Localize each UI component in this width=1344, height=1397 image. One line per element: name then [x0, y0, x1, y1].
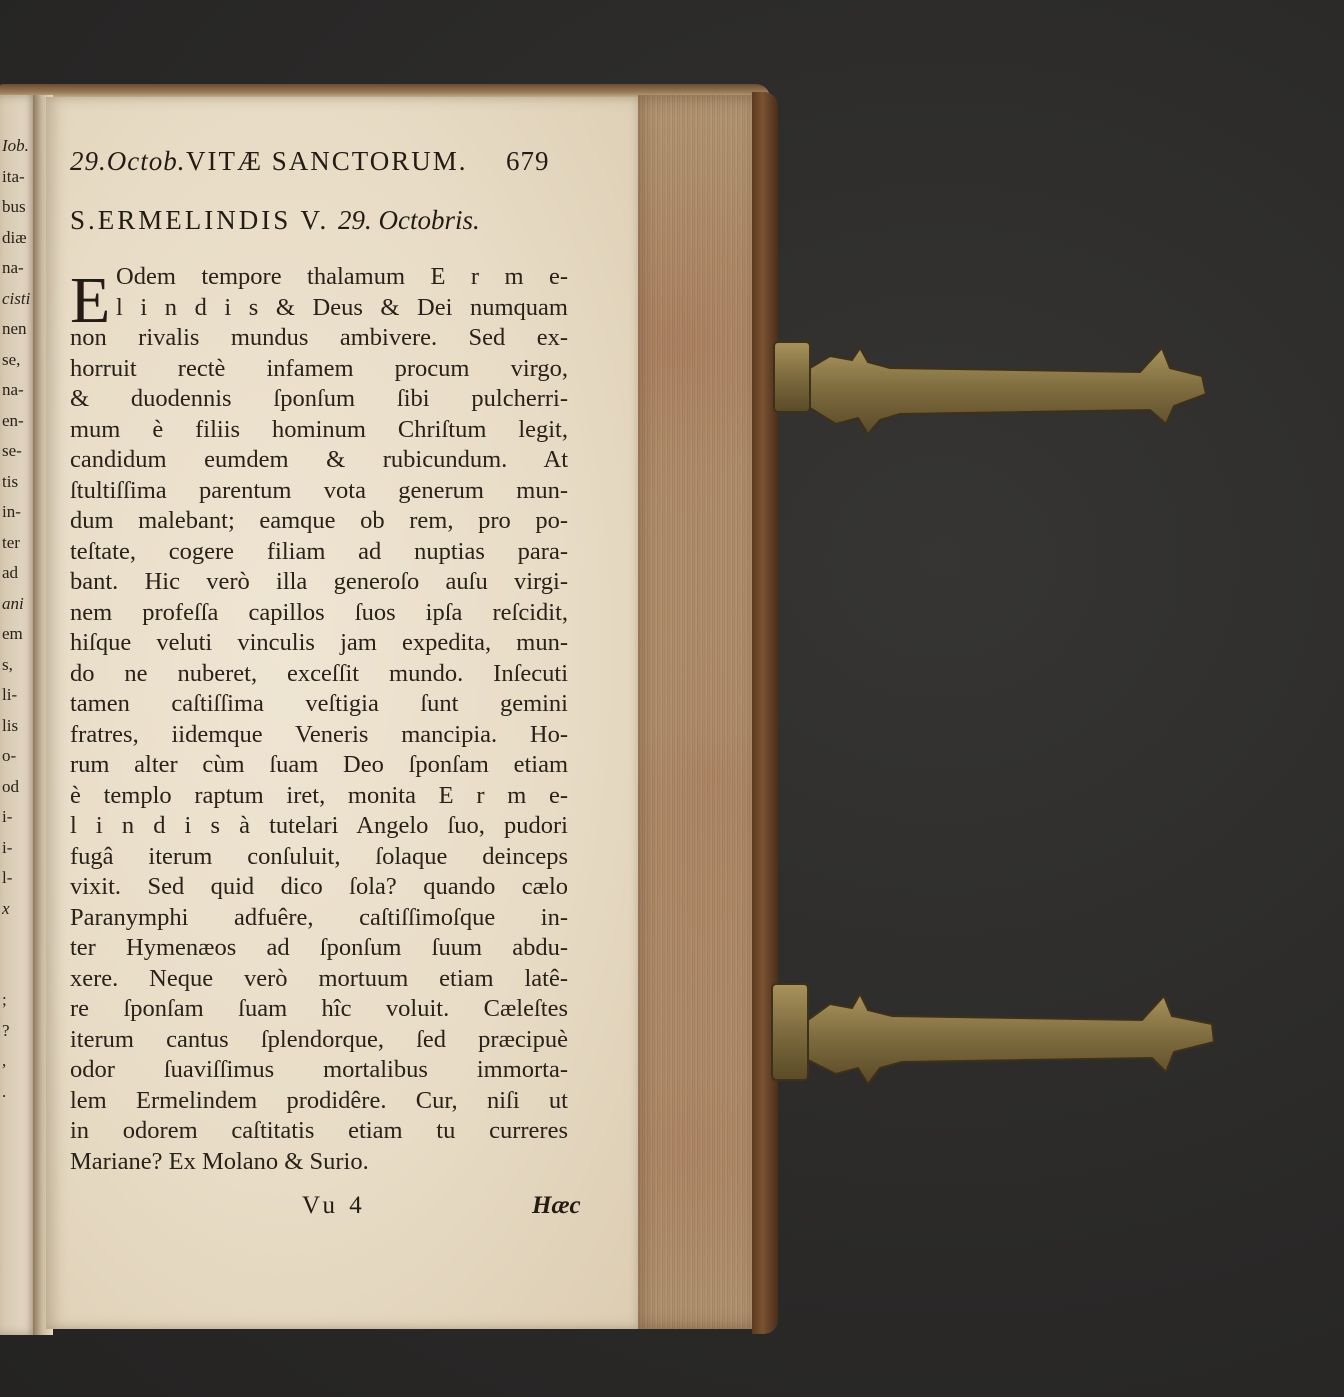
text-line: do ne nuberet, exceſſit mundo. Inſecuti — [70, 659, 568, 687]
drop-cap: E — [70, 264, 111, 337]
facing-page-fragment: ita- — [2, 167, 25, 185]
text-line: horruit rectè infamem procum virgo, — [70, 354, 568, 382]
text-line: lem Ermelindem prodidêre. Cur, niſi ut — [70, 1086, 568, 1114]
facing-page-fragment: s, — [2, 655, 13, 673]
text-line: vixit. Sed quid dico ſola? quando cælo — [70, 873, 568, 900]
facing-page-fragment: l- — [2, 869, 13, 886]
upper-brass-clasp — [770, 338, 1210, 448]
facing-page-fragment: se, — [2, 350, 21, 368]
text-line: l i n d i s à tutelari Angelo ſuo, pudori — [70, 812, 568, 839]
facing-page-fragment: Iob. — [2, 137, 29, 154]
facing-page-fragment: diæ — [2, 228, 27, 246]
signature-mark: Vu 4 — [302, 1192, 366, 1219]
facing-page-fragment: x — [2, 899, 10, 917]
text-line: & duodennis ſponſum ſibi pulcherri- — [70, 385, 568, 412]
facing-page-fragment: en- — [2, 411, 24, 429]
text-line: Paranymphi adfuêre, caſtiſſimoſque in- — [70, 903, 568, 931]
facing-page-fragment: na- — [2, 259, 24, 276]
text-line: candidum eumdem & rubicundum. At — [70, 446, 568, 473]
text-line: l i n d i s & Deus & Dei numquam — [116, 293, 568, 321]
facing-page-fragment: em — [2, 625, 23, 642]
page-number: 679 — [506, 146, 550, 176]
facing-page-fragment: o- — [2, 747, 17, 764]
facing-page-fragment: i- — [2, 808, 13, 825]
text-line: Odem tempore thalamum E r m e- — [116, 263, 568, 290]
facing-page-fragment: ani — [2, 594, 24, 612]
page-fore-edge — [638, 95, 760, 1329]
text-line: in odorem caſtitatis etiam tu curreres — [70, 1117, 568, 1144]
facing-page-fragment: na- — [2, 381, 24, 398]
facing-page-fragment: od — [2, 777, 19, 795]
chapter-heading — [70, 205, 570, 245]
facing-page-fragment: ? — [2, 1021, 10, 1039]
facing-page-fragment: cisti — [2, 289, 31, 307]
text-line: tamen caſtiſſima veſtigia ſunt gemini — [70, 690, 568, 717]
facing-page-fragment: i- — [2, 838, 13, 856]
facing-page-fragment: se- — [2, 442, 22, 459]
header-title: VITÆ SANCTORUM. — [186, 146, 468, 176]
facing-page-fragment: ad — [2, 564, 19, 581]
feast-date: 29. Octobris. — [338, 205, 480, 235]
facing-page-fragment: bus — [2, 198, 26, 215]
body-text — [70, 262, 568, 1177]
running-header — [70, 146, 570, 186]
facing-page-fragment: . — [2, 1082, 7, 1100]
page-footer — [70, 1192, 580, 1226]
facing-page-fragment: ter — [2, 533, 20, 551]
lower-brass-clasp — [768, 980, 1218, 1090]
leather-cover-edge — [752, 92, 778, 1334]
text-line: nem profeſſa capillos ſuos ipſa reſcidit, — [70, 598, 568, 626]
facing-page-fragment: lis — [2, 716, 19, 734]
text-line: bant. Hic verò illa generoſo auſu virgi- — [70, 568, 568, 595]
text-line: teſtate, cogere filiam ad nuptias para- — [70, 537, 568, 565]
saint-name: S.ERMELINDIS V. — [70, 205, 330, 235]
facing-page-fragment: , — [2, 1052, 7, 1069]
text-line: iterum cantus ſplendorque, ſed præcipuè — [70, 1025, 568, 1053]
text-line: ter Hymenæos ad ſponſum ſuum abdu- — [70, 934, 568, 961]
catchword: Hæc — [532, 1192, 581, 1219]
text-line: rum alter cùm ſuam Deo ſponſam etiam — [70, 751, 568, 778]
text-line: ſtultiſſima parentum vota generum mun- — [70, 476, 568, 504]
text-line: fugâ iterum conſuluit, ſolaque deinceps — [70, 842, 568, 870]
text-line: re ſponſam ſuam hîc voluit. Cæleſtes — [70, 995, 568, 1022]
facing-page-fragment: in- — [2, 503, 21, 520]
text-line: non rivalis mundus ambivere. Sed ex- — [70, 324, 568, 351]
text-line: xere. Neque verò mortuum etiam latê- — [70, 964, 568, 992]
facing-page-fragment: ; — [2, 991, 7, 1008]
text-line: è templo raptum iret, monita E r m e- — [70, 781, 568, 809]
facing-page-fragment: tis — [2, 472, 19, 490]
text-line: Mariane? Ex Molano & Surio. — [70, 1147, 369, 1175]
text-line: mum è filiis hominum Chriſtum legit, — [70, 415, 568, 443]
header-date: 29.Octob. — [70, 146, 186, 176]
facing-page-fragment: li- — [2, 686, 18, 703]
text-line: fratres, iidemque Veneris mancipia. Ho- — [70, 720, 568, 748]
text-line: hiſque veluti vinculis jam expedita, mun- — [70, 629, 568, 656]
facing-page-fragment: nen — [2, 320, 27, 337]
text-line: dum malebant; eamque ob rem, pro po- — [70, 507, 568, 534]
text-line: odor ſuaviſſimus mortalibus immorta- — [70, 1056, 568, 1083]
